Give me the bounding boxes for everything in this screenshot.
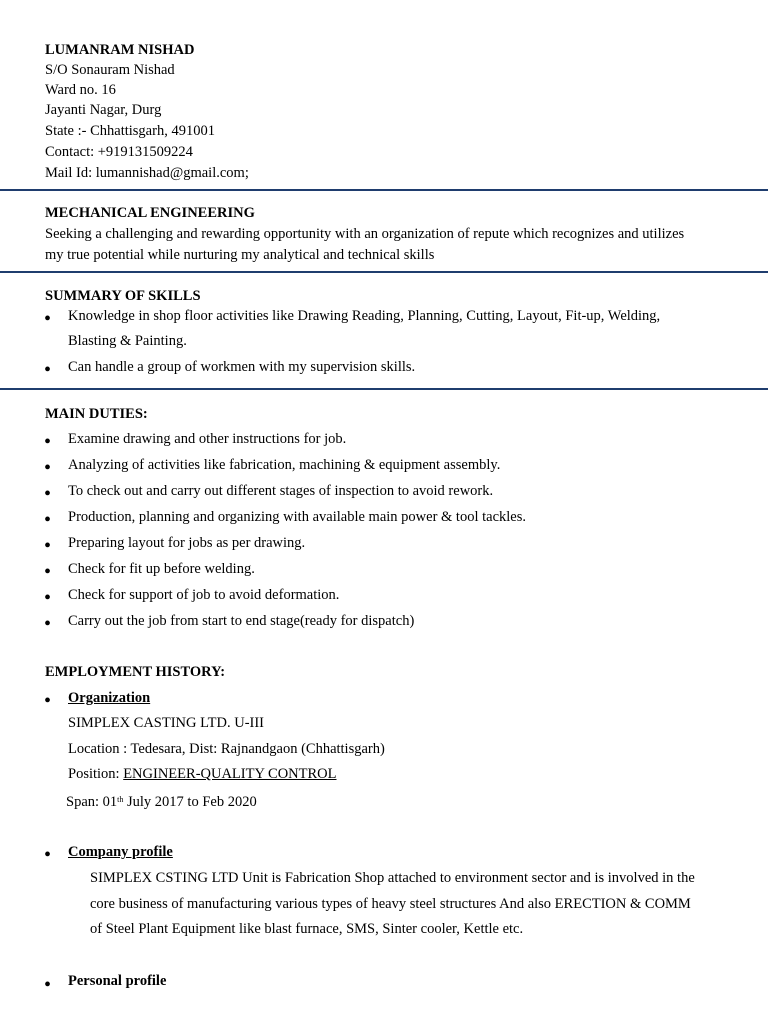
span-end: July 2017 to Feb 2020 bbox=[123, 794, 257, 810]
position-label: Position: bbox=[68, 766, 124, 782]
contact-number: Contact: +919131509224 bbox=[45, 144, 193, 160]
mail-value: lumannishad@gmail.com; bbox=[92, 165, 249, 181]
address-state: State :- Chhattisgarh, 491001 bbox=[45, 123, 215, 139]
duty-item: Analyzing of activities like fabrication, machining & equipment assembly. bbox=[68, 457, 501, 473]
bullet-icon: • bbox=[44, 308, 52, 330]
organization-heading: Organization bbox=[68, 690, 151, 706]
objective-heading: MECHANICAL ENGINEERING bbox=[45, 205, 255, 221]
company-profile-line: of Steel Plant Equipment like blast furnace, SMS, Sinter cooler, Kettle etc. bbox=[90, 921, 524, 937]
bullet-icon: • bbox=[44, 844, 52, 866]
duties-heading: MAIN DUTIES: bbox=[45, 406, 148, 422]
skill-item: Knowledge in shop floor activities like Drawing Reading, Planning, Cutting, Layout, Fit-up, Welding, bbox=[68, 308, 661, 324]
position-value: ENGINEER-QUALITY CONTROL bbox=[123, 766, 337, 782]
organization-position bbox=[68, 764, 337, 784]
section-divider bbox=[0, 388, 768, 390]
skill-item-continued: Blasting & Painting. bbox=[68, 333, 187, 349]
bullet-icon: • bbox=[44, 561, 52, 583]
span-ordinal: th bbox=[117, 795, 124, 804]
section-divider bbox=[0, 271, 768, 273]
duty-item: Preparing layout for jobs as per drawing. bbox=[68, 535, 306, 551]
duty-item: Check for fit up before welding. bbox=[68, 561, 255, 577]
mail-id bbox=[45, 163, 249, 183]
objective-line: Seeking a challenging and rewarding opportunity with an organization of repute which recognizes and utilizes bbox=[45, 226, 685, 242]
organization-location: Location : Tedesara, Dist: Rajnandgaon (Chhattisgarh) bbox=[68, 741, 385, 757]
candidate-name: LUMANRAM NISHAD bbox=[45, 42, 195, 58]
father-name: S/O Sonauram Nishad bbox=[45, 62, 175, 78]
duty-item: Examine drawing and other instructions for job. bbox=[68, 431, 347, 447]
employment-heading: EMPLOYMENT HISTORY: bbox=[45, 664, 226, 680]
bullet-icon: • bbox=[44, 974, 52, 996]
duty-item: Check for support of job to avoid deformation. bbox=[68, 587, 340, 603]
span-start: Span: 01 bbox=[66, 794, 118, 810]
company-profile-line: core business of manufacturing various types of heavy steel structures And also ERECTION & COMM bbox=[90, 896, 691, 912]
bullet-icon: • bbox=[44, 690, 52, 712]
address-city: Jayanti Nagar, Durg bbox=[45, 102, 162, 118]
address-ward: Ward no. 16 bbox=[45, 82, 116, 98]
bullet-icon: • bbox=[44, 535, 52, 557]
bullet-icon: • bbox=[44, 483, 52, 505]
bullet-icon: • bbox=[44, 613, 52, 635]
company-profile-line: SIMPLEX CSTING LTD Unit is Fabrication Shop attached to environment sector and is involved in the bbox=[90, 870, 695, 886]
bullet-icon: • bbox=[44, 431, 52, 453]
personal-profile-heading: Personal profile bbox=[68, 973, 167, 989]
mail-label: Mail Id: bbox=[45, 165, 93, 181]
bullet-icon: • bbox=[44, 509, 52, 531]
objective-line: my true potential while nurturing my analytical and technical skills bbox=[45, 247, 435, 263]
employment-span bbox=[66, 790, 257, 810]
bullet-icon: • bbox=[44, 457, 52, 479]
company-profile-heading: Company profile bbox=[68, 844, 173, 860]
skill-item: Can handle a group of workmen with my supervision skills. bbox=[68, 359, 416, 375]
duty-item: Carry out the job from start to end stage(ready for dispatch) bbox=[68, 613, 415, 629]
skills-heading: SUMMARY OF SKILLS bbox=[45, 288, 201, 304]
section-divider bbox=[0, 189, 768, 191]
bullet-icon: • bbox=[44, 359, 52, 381]
organization-name: SIMPLEX CASTING LTD. U-III bbox=[68, 715, 265, 731]
duty-item: To check out and carry out different stages of inspection to avoid rework. bbox=[68, 483, 494, 499]
duty-item: Production, planning and organizing with available main power & tool tackles. bbox=[68, 509, 526, 525]
bullet-icon: • bbox=[44, 587, 52, 609]
